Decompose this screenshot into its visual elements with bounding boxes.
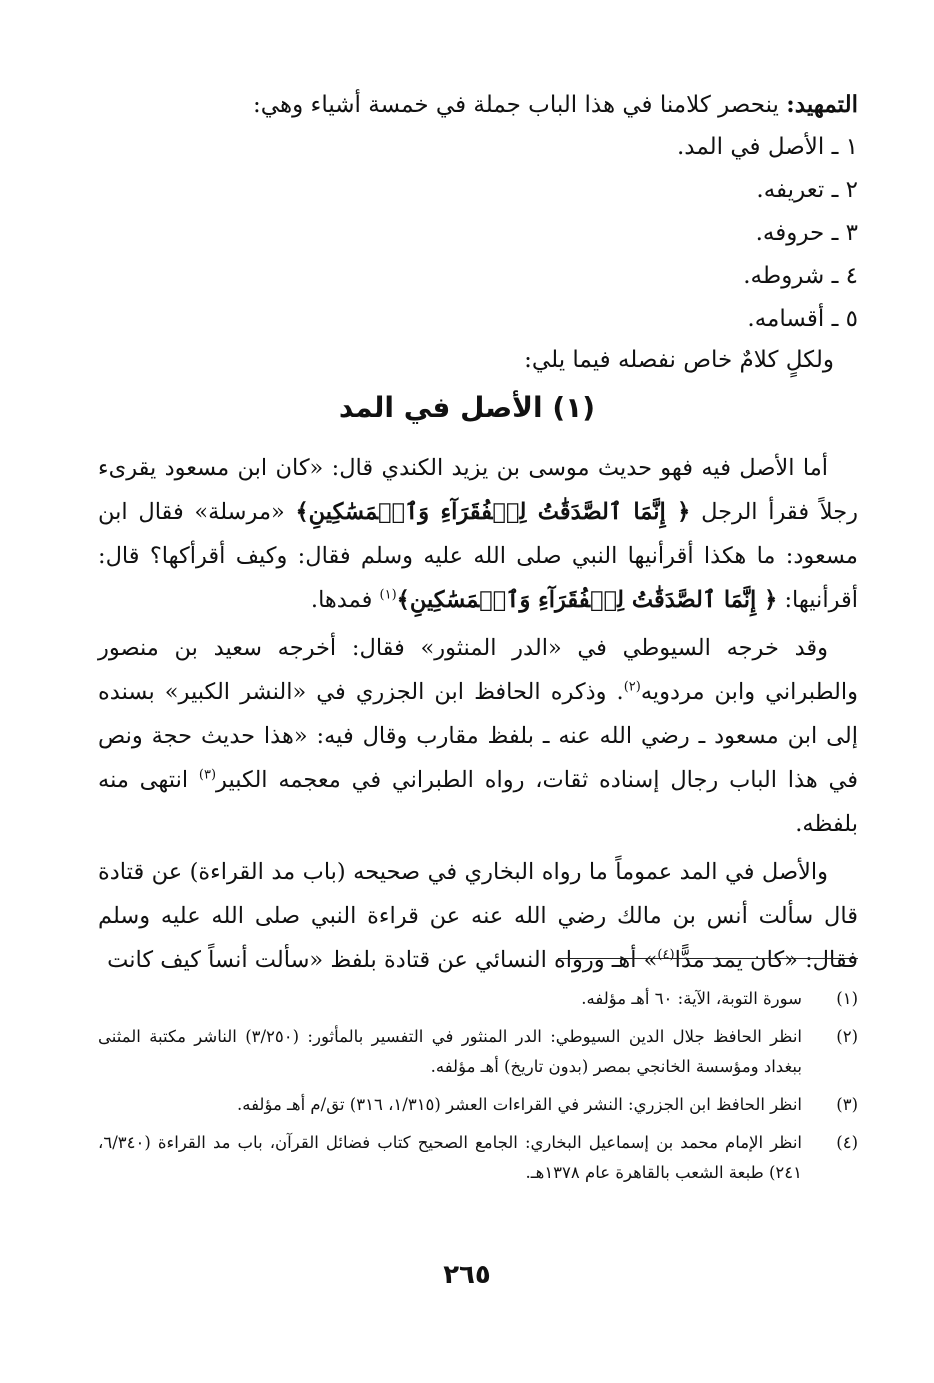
- footnote-text: انظر الإمام محمد بن إسماعيل البخاري: الجامع الصحيح كتاب فضائل القرآن، باب مد القراءة (٦/٣٤٠، ٢٤١) طبعة الشعب بالقاهرة عام ١٣٧٨هـ.: [98, 1133, 802, 1182]
- intro-lead: التمهيد:: [786, 91, 858, 118]
- section-heading: (١) الأصل في المد: [338, 391, 596, 424]
- paragraph-1: [98, 446, 858, 622]
- footnote-divider: [558, 958, 858, 959]
- list-item: ٢ ـ تعريفه.: [756, 177, 858, 203]
- footnote-number: (٣): [836, 1095, 858, 1114]
- footnote-number: (٤): [836, 1133, 858, 1152]
- paragraph-3: [98, 850, 858, 982]
- footnote-ref: (٤): [657, 947, 675, 963]
- quran-verse: ﴿ إِنَّمَا ٱلصَّدَقَٰتُ لِلۡفُقَرَآءِ وَٱلۡمَسَٰكِينِ﴾: [295, 499, 691, 525]
- footnote-item: [98, 1022, 858, 1082]
- paragraph-text: «مرسلة» فقال ابن مسعود: ما هكذا أقرأنيها النبي صلى الله عليه وسلم فقال: وكيف أقرأكها؟ قال: أقرأنيها:: [98, 499, 858, 613]
- paragraph-text: » أهـ ورواه النسائي عن قتادة بلفظ «سألت أنساً كيف كانت: [107, 947, 658, 973]
- topics-list: [98, 126, 858, 341]
- paragraph-text: والأصل في المد عموماً ما رواه البخاري في صحيحه (باب مد القراءة) عن قتادة قال سألت أنس بن مالك رضي الله عنه عن قراءة النبي صلى الله عليه وسلم فقال: «كان يمد مدًّا: [98, 859, 858, 973]
- paragraph-text: فمدها.: [310, 587, 380, 613]
- footnote-text: سورة التوبة، الآية: ٦٠ أهـ مؤلفه.: [581, 989, 802, 1008]
- list-item: ٣ ـ حروفه.: [755, 220, 858, 246]
- list-item: ٥ ـ أقسامه.: [747, 306, 858, 332]
- footnote-ref: (٣): [198, 767, 217, 783]
- paragraph-2: [98, 626, 858, 846]
- footnote-number: (٢): [836, 1027, 858, 1046]
- footnote-number: (١): [836, 989, 858, 1008]
- footnote-item: [98, 1128, 858, 1188]
- page-number: ٢٦٥: [443, 1260, 491, 1290]
- closing-line: ولكلٍ كلامٌ خاص نفصله فيما يلي:: [524, 347, 834, 373]
- paragraph-text: أما الأصل فيه فهو حديث موسى بن يزيد الكندي قال: «كان ابن مسعود يقرىء رجلاً فقرأ الرجل: [98, 455, 858, 525]
- list-item: ٤ ـ شروطه.: [743, 263, 858, 289]
- intro-text: ينحصر كلامنا في هذا الباب جملة في خمسة أشياء وهي:: [253, 92, 787, 118]
- footnote-text: انظر الحافظ جلال الدين السيوطي: الدر المنثور في التفسير بالمأثور: (٣/٢٥٠) الناشر مكتبة المثنى ببغداد ومؤسسة الخانجي بمصر (بدون تاريخ) أهـ مؤلفه.: [98, 1027, 802, 1076]
- footnote-text: انظر الحافظ ابن الجزري: النشر في القراءات العشر (١/٣١٥، ٣١٦) تق/م أهـ مؤلفه.: [236, 1095, 802, 1114]
- footnote-ref: (٢): [623, 679, 641, 695]
- paragraph-text: وقد خرجه السيوطي في «الدر المنثور» فقال: أخرجه سعيد بن منصور والطبراني وابن مردويه: [98, 635, 859, 705]
- paragraph-text: انتهى منه بلفظه.: [98, 767, 858, 837]
- footnote-ref: (١): [379, 587, 397, 603]
- footnote-item: [98, 1090, 858, 1120]
- list-item: ١ ـ الأصل في المد.: [676, 134, 858, 160]
- body-text: [98, 446, 858, 982]
- quran-verse: ﴿ إِنَّمَا ٱلصَّدَقَٰتُ لِلۡفُقَرَآءِ وَٱلۡمَسَٰكِينِ﴾: [396, 587, 778, 613]
- footnote-item: [98, 984, 858, 1014]
- intro-paragraph: [98, 84, 858, 126]
- paragraph-text: . وذكره الحافظ ابن الجزري في «النشر الكبير» بسنده إلى ابن مسعود ـ رضي الله عنه ـ بلفظ مقارب وقال فيه: «هذا حديث حجة ونص في هذا الباب رجال إسناده ثقات، رواه الطبراني في معجمه الكبير: [98, 679, 858, 793]
- footnotes: [98, 984, 858, 1196]
